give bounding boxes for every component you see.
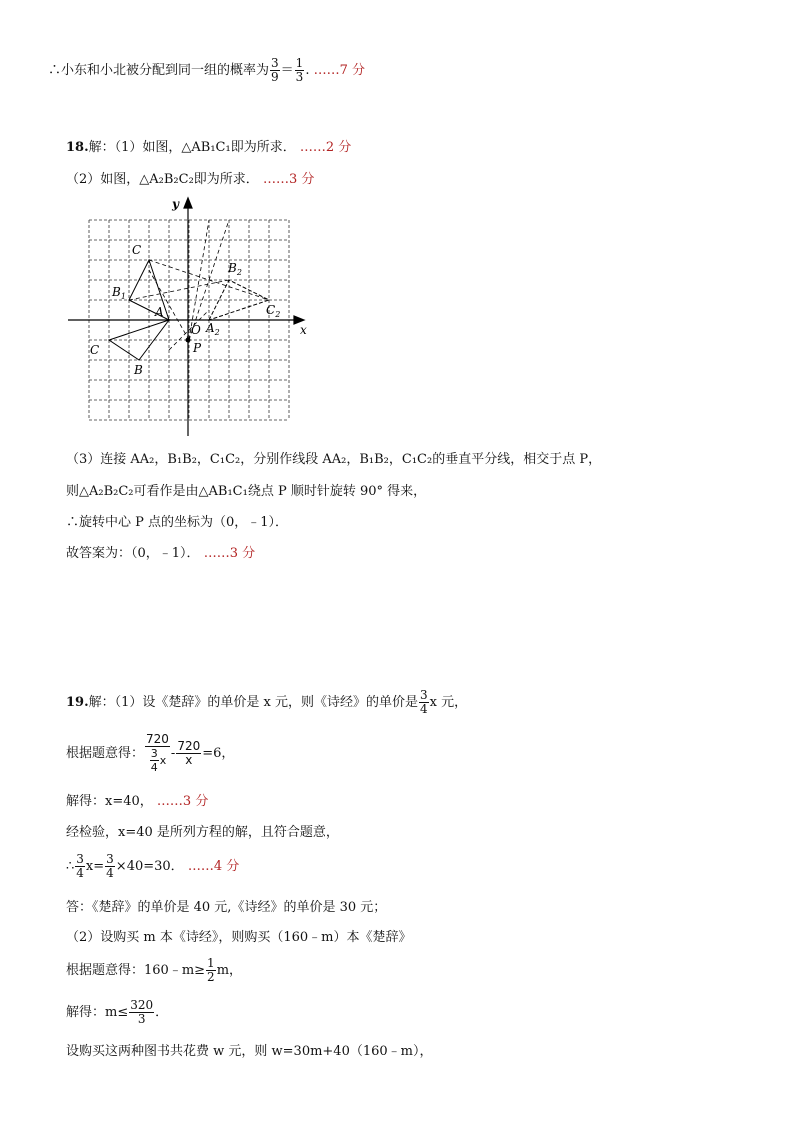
fraction-denominator: 4 bbox=[150, 761, 158, 774]
fraction-numerator: 1 bbox=[295, 56, 304, 70]
label-P: P bbox=[193, 341, 202, 355]
q19-part1-text: 解：（1）设《楚辞》的单价是 x 元，则《诗经》的单价是 bbox=[88, 695, 418, 710]
label-A2: $A_2$ bbox=[206, 321, 220, 337]
minus-sign: - bbox=[170, 746, 176, 761]
inequality-tail: m， bbox=[216, 963, 243, 978]
label-C2: $C_2$ bbox=[266, 303, 281, 319]
x-axis-label: x bbox=[300, 323, 307, 337]
q18-number: 18. bbox=[66, 140, 89, 155]
inequality-lead: 根据题意得：160﹣m≥ bbox=[66, 963, 206, 978]
fraction-denominator: 4 bbox=[420, 702, 428, 716]
q17-fraction-1-3 bbox=[295, 57, 305, 84]
fraction-numerator: 3 bbox=[106, 852, 114, 866]
q19-number: 19. bbox=[66, 695, 89, 710]
label-A: A bbox=[155, 305, 164, 319]
fraction-denominator: 9 bbox=[271, 70, 279, 84]
fraction-1-2 bbox=[206, 957, 216, 984]
fraction-numerator: 720 bbox=[177, 739, 201, 753]
q18-part2-score: ……3 分 bbox=[262, 172, 315, 187]
fraction-numerator: 720 bbox=[146, 732, 169, 746]
fraction-denominator: 3 bbox=[137, 1012, 146, 1026]
q18-answer-score: ……3 分 bbox=[203, 546, 256, 561]
label-C: C bbox=[90, 343, 100, 357]
q19-equation-line bbox=[66, 728, 234, 780]
q17-score: ……7 分 bbox=[313, 63, 365, 78]
fraction-numerator: 1 bbox=[207, 956, 215, 970]
fraction-3-4 bbox=[75, 853, 85, 880]
equation-tail: =6， bbox=[202, 746, 235, 761]
fraction-320-3 bbox=[129, 999, 154, 1026]
coordinate-grid-figure bbox=[60, 192, 320, 442]
q18-answer-line bbox=[66, 544, 255, 564]
q17-prefix: ∴小东和小北被分配到同一组的概率为 bbox=[48, 63, 270, 78]
fraction-3-4 bbox=[419, 689, 429, 716]
fraction-3-4 bbox=[105, 853, 115, 880]
q19-check-line: 经检验，x=40 是所列方程的解，且符合题意， bbox=[66, 825, 339, 840]
variable-x: x bbox=[159, 754, 167, 767]
point-P-dot bbox=[186, 338, 191, 343]
solve-inequality-lead: 解得：m≤ bbox=[66, 1005, 129, 1020]
y-axis-label: y bbox=[172, 197, 179, 211]
y-axis-arrow bbox=[184, 198, 192, 208]
fraction-numerator: 3 bbox=[150, 747, 158, 760]
q19-compute-line bbox=[66, 852, 239, 882]
q18-part3-line-2: 则△A₂B₂C₂可看作是由△AB₁C₁绕点 P 顺时针旋转 90° 得来， bbox=[66, 484, 427, 499]
q19-answer-line: 答：《楚辞》的单价是 40 元,《诗经》的单价是 30 元； bbox=[66, 900, 387, 915]
label-B2: $B_2$ bbox=[228, 261, 242, 277]
q18-part3-line-1: （3）连接 AA₂，B₁B₂，C₁C₂，分别作线段 AA₂，B₁B₂，C₁C₂的垂直平分线，相交于点 P， bbox=[66, 452, 602, 467]
fraction-3-4 bbox=[150, 747, 159, 774]
fraction-720-over-x bbox=[176, 740, 201, 767]
x-equals: x= bbox=[85, 859, 105, 874]
q18-line-1 bbox=[66, 138, 351, 158]
label-origin: O bbox=[191, 323, 201, 337]
q18-answer-text: 故答案为：（0，﹣1）． bbox=[66, 546, 200, 561]
q18-part1-text: 解：（1）如图，△AB₁C₁即为所求． bbox=[88, 140, 296, 155]
q19-solve-line bbox=[66, 792, 208, 812]
period: ． bbox=[155, 1005, 169, 1020]
label-B1: $B_1$ bbox=[112, 285, 126, 301]
q19-cost-line: 设购买这两种图书共花费 w 元，则 w=30m+40（160﹣m）， bbox=[66, 1044, 433, 1059]
fraction-numerator: 3 bbox=[76, 852, 84, 866]
fraction-denominator bbox=[145, 747, 170, 774]
fraction-denominator: 4 bbox=[76, 866, 84, 880]
q18-part1-score: ……2 分 bbox=[299, 140, 352, 155]
fraction-denominator: 2 bbox=[207, 970, 215, 984]
q18-line-2 bbox=[66, 170, 314, 190]
q17-conclusion bbox=[48, 56, 365, 86]
fraction-numerator: 3 bbox=[271, 56, 279, 70]
q18-part3-line-3: ∴旋转中心 P 点的坐标为（0，﹣1）． bbox=[66, 515, 289, 530]
q19-compute-score: ……4 分 bbox=[187, 859, 240, 874]
fraction-denominator: 3 bbox=[295, 70, 304, 84]
period: . bbox=[305, 63, 310, 78]
q19-inequality-line bbox=[66, 956, 242, 986]
compute-tail: ×40=30． bbox=[115, 859, 184, 874]
therefore-sign: ∴ bbox=[66, 859, 75, 874]
label-B: B bbox=[134, 363, 143, 377]
q19-solve-inequality-line bbox=[66, 998, 168, 1028]
q17-fraction-3-9 bbox=[270, 57, 280, 84]
q19-solve-text: 解得：x=40， bbox=[66, 794, 153, 809]
fraction-denominator: x bbox=[185, 753, 193, 767]
fraction-denominator: 4 bbox=[106, 866, 114, 880]
q19-equation-lead: 根据题意得： bbox=[66, 746, 145, 761]
q19-part2-line-1: （2）设购买 m 本《诗经》，则购买（160﹣m）本《楚辞》 bbox=[66, 930, 412, 945]
equals-sign: ＝ bbox=[280, 63, 294, 78]
q19-part1-tail: x 元， bbox=[429, 695, 468, 710]
q19-solve-score: ……3 分 bbox=[156, 794, 209, 809]
fraction-numerator: 320 bbox=[130, 998, 154, 1012]
fraction-numerator: 3 bbox=[420, 688, 428, 702]
q19-line-1 bbox=[66, 688, 467, 718]
label-C1: C bbox=[132, 243, 142, 257]
fraction-720-over-three-quarters-x bbox=[145, 733, 170, 774]
q18-part2-text: （2）如图，△A₂B₂C₂即为所求． bbox=[66, 172, 259, 187]
